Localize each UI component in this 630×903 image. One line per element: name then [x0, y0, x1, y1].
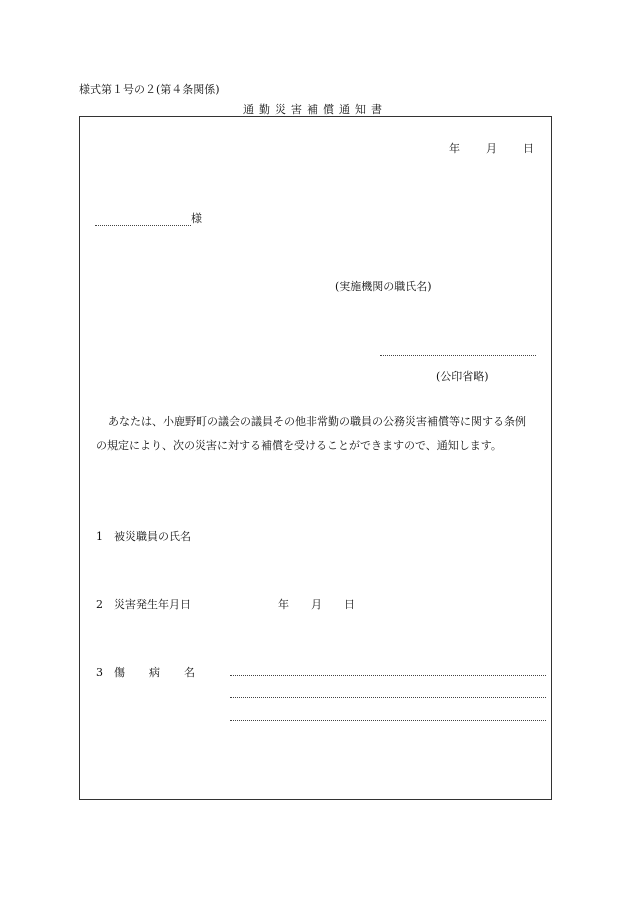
item2-number: 2	[96, 598, 103, 611]
item2-label: 災害発生年月日	[114, 598, 191, 611]
recipient-honorific: 様	[191, 212, 202, 225]
signature-blank	[380, 355, 536, 356]
accident-month-label: 月	[311, 598, 322, 611]
item3-label-c: 名	[184, 666, 195, 679]
item1-label: 被災職員の氏名	[114, 530, 191, 543]
accident-day-label: 日	[344, 598, 355, 611]
document-title: 通勤災害補償通知書	[243, 103, 387, 116]
injury-blank-line	[230, 697, 546, 698]
item3-label-a: 傷	[114, 666, 125, 679]
recipient-name-blank	[95, 215, 191, 226]
notice-body-line1: あなたは、小鹿野町の議会の議員その他非常勤の職員の公務災害補償等に関する条例	[108, 415, 526, 428]
injury-blank-line	[230, 675, 546, 676]
item-injury-name	[96, 664, 195, 680]
year-label: 年	[449, 142, 460, 155]
accident-year-label: 年	[278, 598, 289, 611]
issue-date	[449, 140, 534, 156]
injury-blank-line	[230, 720, 546, 721]
item3-label-b: 病	[149, 666, 160, 679]
month-label: 月	[486, 142, 497, 155]
accident-date-fields	[278, 596, 355, 612]
seal-note: (公印省略)	[436, 370, 489, 383]
day-label: 日	[523, 142, 534, 155]
item-accident-date	[96, 596, 191, 612]
notice-body-line2: の規定により、次の災害に対する補償を受けることができますので、通知します。	[96, 439, 502, 452]
item-injured-name	[96, 528, 191, 544]
form-number: 様式第１号の２(第４条関係)	[79, 83, 220, 96]
agency-label: (実施機関の職氏名)	[335, 280, 432, 293]
notice-body	[96, 410, 546, 458]
item1-number: 1	[96, 530, 103, 543]
recipient-line	[95, 210, 202, 226]
item3-number: 3	[96, 666, 103, 679]
